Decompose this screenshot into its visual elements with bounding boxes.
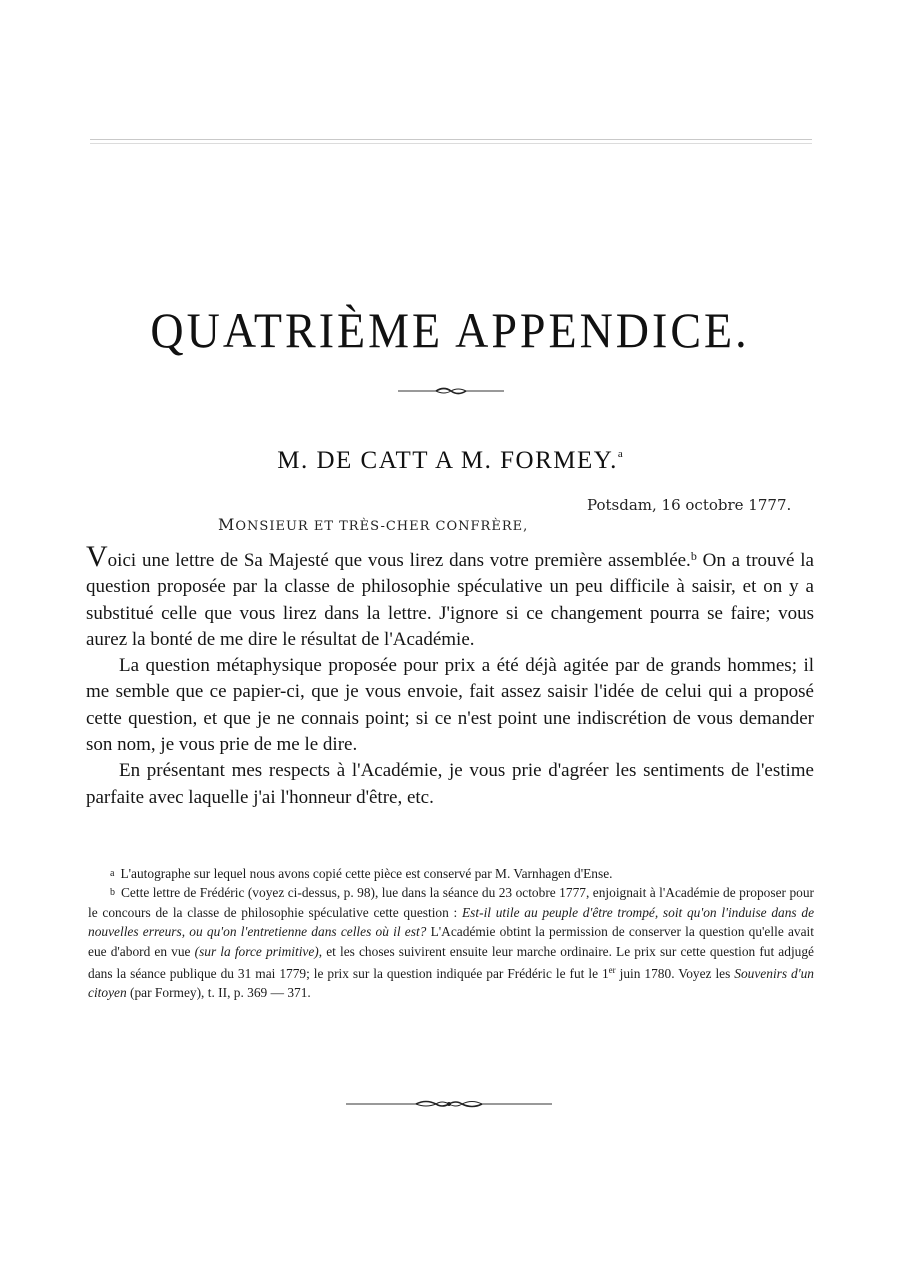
letter-body bbox=[86, 540, 814, 811]
letter-heading-text: M. DE CATT A M. FORMEY. bbox=[277, 447, 618, 474]
footnote-b-text-2: L'Académie obtint la permission de conserver la question qu'elle avait eue d'abord en vue bbox=[88, 924, 815, 959]
letter-paragraph-1-text: oici une lettre de Sa Majesté que vous lirez dans votre première assemblée. bbox=[107, 550, 691, 571]
letter-heading bbox=[0, 447, 900, 475]
ornament-divider-icon bbox=[398, 384, 504, 398]
salutation bbox=[218, 515, 528, 534]
footnote-ref-a: a bbox=[617, 448, 623, 460]
footnote-a bbox=[88, 864, 814, 883]
footnote-b-text-3: , et les choses suivirent ensuite leur marche ordinaire. Le prix sur cette question fut adjugé dans la séance publique du 31 mai 1779; le prix sur la question indiquée par Frédéric le fut le 1 bbox=[88, 943, 815, 982]
footnote-a-mark: a bbox=[110, 868, 115, 879]
footnote-b-ordinal: er bbox=[608, 965, 616, 976]
footnote-b-book-title: Souvenirs d'un citoyen bbox=[88, 966, 814, 1001]
top-rule bbox=[90, 139, 812, 140]
salutation-initial: M bbox=[218, 515, 236, 534]
footnote-b-topic: (sur la force primitive) bbox=[194, 943, 319, 959]
footnote-b-text-4: juin 1780. Voyez les bbox=[615, 966, 735, 982]
letter-paragraph-1 bbox=[86, 540, 814, 653]
footnotes bbox=[88, 864, 814, 1003]
drop-cap: V bbox=[86, 540, 108, 573]
footnote-b-text-1: Cette lettre de Frédéric (voyez ci-dessus, p. 98), lue dans la séance du 23 octobre 1777, enjoignait à l'Académie de proposer pour le concours de la classe de philosophie spéculative cette question : bbox=[88, 885, 814, 920]
letter-paragraph-3: En présentant mes respects à l'Académie, je vous prie d'agréer les sentiments de l'estime parfaite avec laquelle j'ai l'honneur d'être, etc. bbox=[86, 760, 814, 808]
dateline: Potsdam, 16 octobre 1777. bbox=[587, 496, 792, 514]
letter-paragraph-2: La question métaphysique proposée pour prix a été déjà agitée par de grands hommes; il me semble que ce papier-ci, que je vous envoie, fait assez saisir l'idée de celui qui a proposé cette question, et que je ne connais point; si ce n'est point une indiscrétion de vous demander son nom, je vous prie de me le dire. bbox=[86, 655, 814, 756]
letter-paragraph-1-text-cont: On a trouvé la question proposée par la classe de philosophie spéculative un peu difficile à saisir, et on y a substitué celle que vous lirez dans la lettre. J'ignore si ce changement pourra se faire; vous aurez la bonté de me dire le résultat de l'Académie. bbox=[86, 550, 814, 650]
footnote-ref-b: b bbox=[690, 549, 697, 563]
footnote-a-text: L'autographe sur lequel nous avons copié cette pièce est conservé par M. Varnhagen d'Ense. bbox=[120, 866, 613, 881]
footnote-b-text-5: (par Formey), t. II, p. 369 — 371. bbox=[126, 985, 311, 1001]
salutation-text: ONSIEUR ET TRÈS-CHER CONFRÈRE, bbox=[235, 519, 529, 534]
top-rule-secondary bbox=[90, 143, 812, 144]
closing-ornament-icon bbox=[346, 1096, 552, 1112]
footnote-b-mark: b bbox=[110, 887, 115, 899]
footnote-b bbox=[88, 883, 814, 1002]
footnote-b-question: Est-il utile au peuple d'être trompé, soit qu'on l'induise dans de nouvelles erreurs, ou qu'on l'entretienne dans celles où il est? bbox=[88, 904, 815, 940]
page-title: QUATRIÈME APPENDICE. bbox=[150, 302, 750, 359]
